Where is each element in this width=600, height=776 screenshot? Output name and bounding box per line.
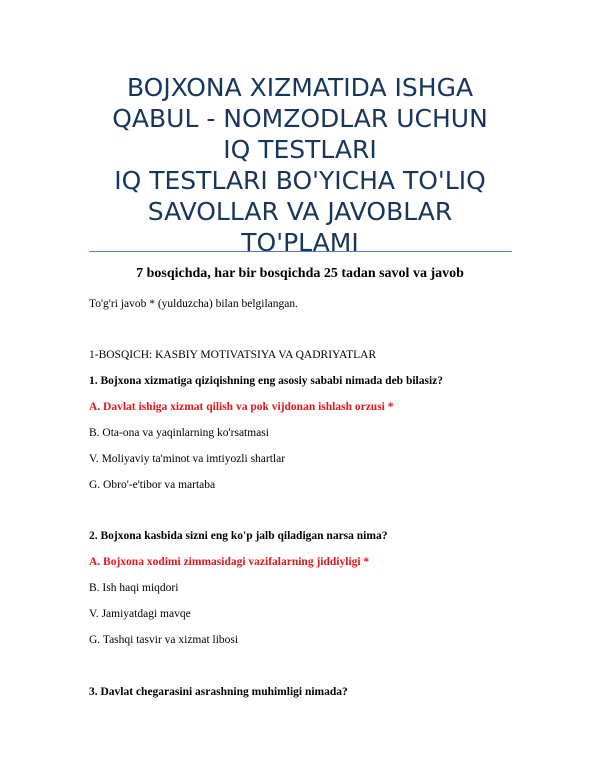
title-line: SAVOLLAR VA JAVOBLAR bbox=[147, 197, 453, 226]
question-text: 3. Davlat chegarasini asrashning muhimligi nimada? bbox=[89, 686, 348, 698]
title-line: QABUL - NOMZODLAR UCHUN bbox=[112, 104, 488, 133]
answer-option: B. Ota-ona va yaqinlarning ko'rsatmasi bbox=[89, 427, 269, 439]
title-line: IQ TESTLARI bbox=[223, 135, 377, 164]
answer-option: B. Ish haqi miqdori bbox=[89, 582, 179, 594]
answer-option: V. Jamiyatdagi mavqe bbox=[89, 608, 191, 620]
answer-key-note: To'g'ri javob * (yulduzcha) bilan belgilangan. bbox=[89, 298, 298, 310]
question-text: 1. Bojxona xizmatiga qiziqishning eng asosiy sababi nimada deb bilasiz? bbox=[89, 375, 444, 387]
answer-option: G. Obro'-e'tibor va martaba bbox=[89, 479, 216, 491]
correct-answer: A. Davlat ishiga xizmat qilish va pok vijdonan ishlash orzusi * bbox=[89, 401, 394, 413]
document-title bbox=[80, 72, 520, 258]
correct-answer: A. Bojxona xodimi zimmasidagi vazifalarning jiddiyligi * bbox=[89, 556, 370, 568]
answer-option: V. Moliyaviy ta'minot va imtiyozli shartlar bbox=[89, 453, 286, 465]
document-subtitle: 7 bosqichda, har bir bosqichda 25 tadan savol va javob bbox=[136, 266, 464, 281]
title-line: TO'PLAMI bbox=[241, 228, 359, 257]
title-divider bbox=[89, 251, 512, 252]
title-line: BOJXONA XIZMATIDA ISHGA bbox=[126, 73, 474, 102]
title-line: IQ TESTLARI BO'YICHA TO'LIQ bbox=[114, 166, 486, 195]
section-heading: 1-BOSQICH: KASBIY MOTIVATSIYA VA QADRIYATLAR bbox=[89, 349, 377, 361]
answer-option: G. Tashqi tasvir va xizmat libosi bbox=[89, 634, 239, 646]
question-text: 2. Bojxona kasbida sizni eng ko'p jalb qiladigan narsa nima? bbox=[89, 530, 388, 542]
